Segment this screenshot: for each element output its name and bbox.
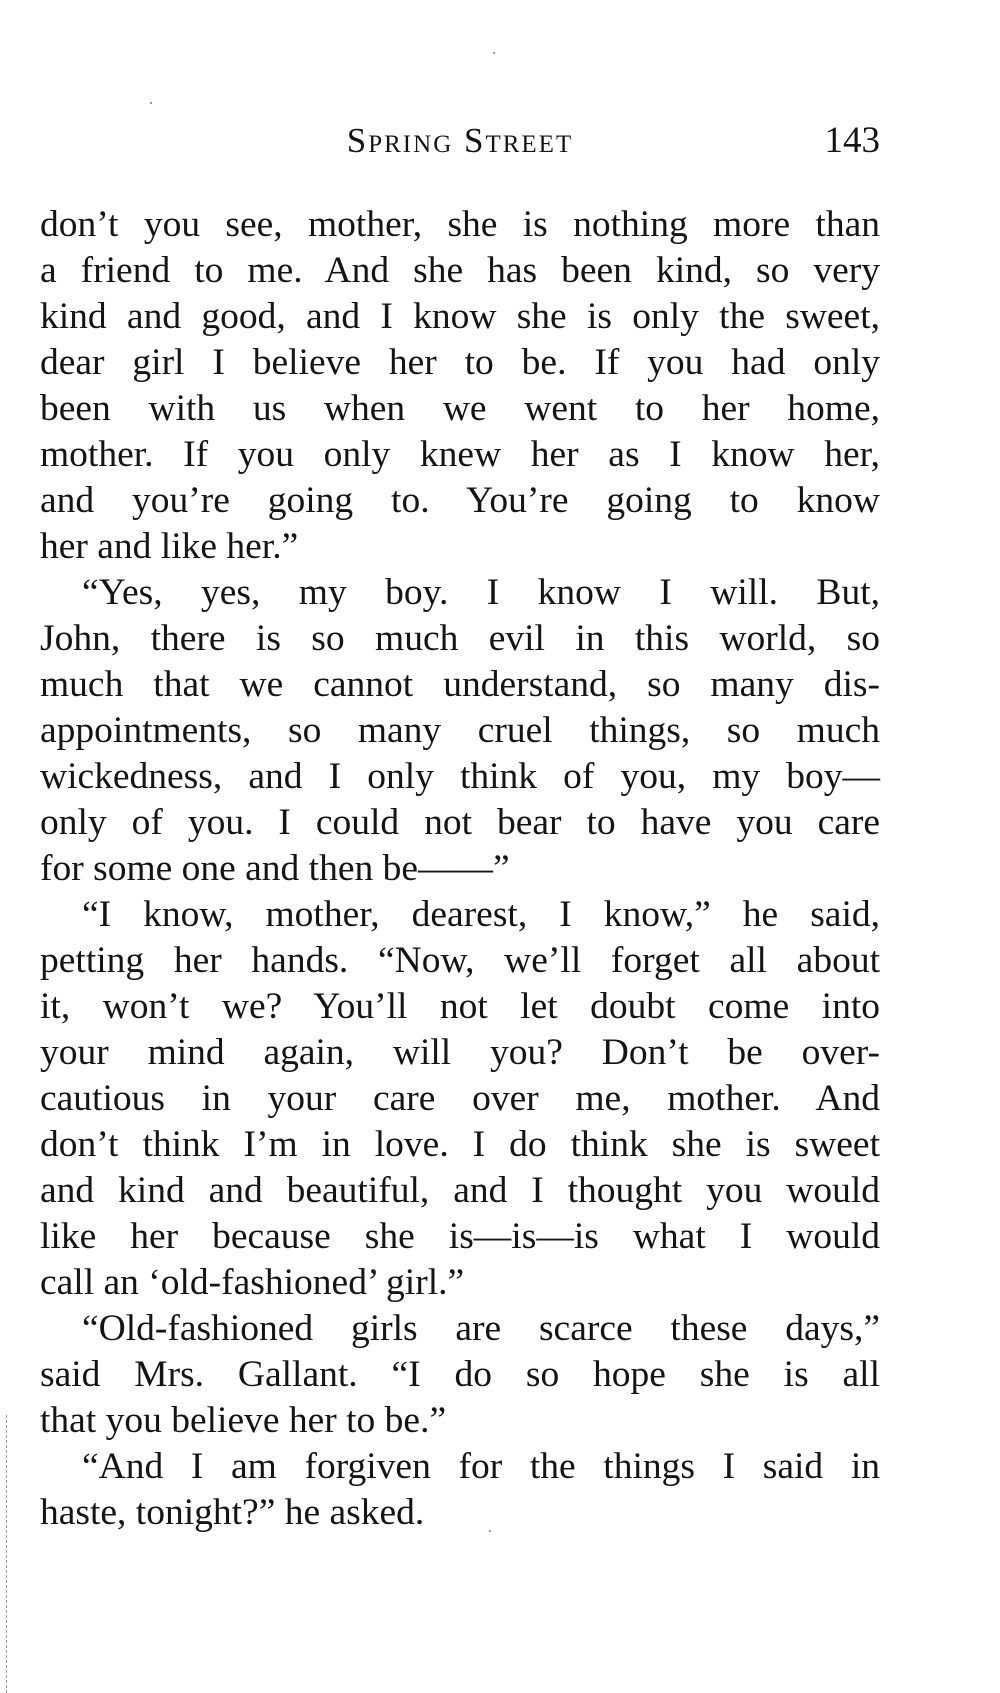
text-line: “I know, mother, dearest, I know,” he said, [82, 894, 880, 935]
text-line: wickedness, and I only think of you, my boy— [40, 756, 880, 797]
text-line: cautious in your care over me, mother. And [40, 1078, 880, 1119]
text-line: her and like her.” [40, 526, 299, 567]
text-line: a friend to me. And she has been kind, so very [40, 250, 880, 291]
text-line: call an ‘old-fashioned’ girl.” [40, 1262, 465, 1303]
text-line: dear girl I believe her to be. If you had only [40, 342, 880, 383]
text-line: and you’re going to. You’re going to know [40, 480, 880, 521]
text-line: like her because she is—is—is what I would [40, 1216, 880, 1257]
text-line: haste, tonight?” he asked. [40, 1492, 425, 1533]
scan-speck [489, 1530, 491, 1532]
text-line: it, won’t we? You’ll not let doubt come into [40, 986, 880, 1027]
text-line: for some one and then be——” [40, 848, 510, 889]
text-line: appointments, so many cruel things, so much [40, 710, 880, 751]
running-head [40, 116, 880, 166]
text-line: been with us when we went to her home, [40, 388, 880, 429]
scan-speck [150, 102, 152, 104]
text-line: kind and good, and I know she is only the sweet, [40, 296, 880, 337]
running-title: Spring Street [346, 121, 574, 160]
text-line: that you believe her to be.” [40, 1400, 447, 1441]
text-line: “Old-fashioned girls are scarce these days,” [82, 1308, 880, 1349]
text-line: don’t think I’m in love. I do think she is sweet [40, 1124, 880, 1165]
text-line: “And I am forgiven for the things I said in [82, 1446, 880, 1487]
text-line: your mind again, will you? Don’t be over- [40, 1032, 880, 1073]
page-number: 143 [824, 120, 880, 161]
body-text [40, 202, 880, 1536]
text-line: mother. If you only knew her as I know her, [40, 434, 880, 475]
text-line: much that we cannot understand, so many dis- [40, 664, 880, 705]
text-line: and kind and beautiful, and I thought you would [40, 1170, 880, 1211]
text-line: petting her hands. “Now, we’ll forget all about [40, 940, 880, 981]
margin-rule [6, 1415, 7, 1693]
text-line: “Yes, yes, my boy. I know I will. But, [82, 572, 880, 613]
scan-speck [493, 52, 495, 54]
text-line: John, there is so much evil in this world, so [40, 618, 880, 659]
text-line: said Mrs. Gallant. “I do so hope she is all [40, 1354, 880, 1395]
text-line: don’t you see, mother, she is nothing more than [40, 204, 880, 245]
text-line: only of you. I could not bear to have you care [40, 802, 880, 843]
